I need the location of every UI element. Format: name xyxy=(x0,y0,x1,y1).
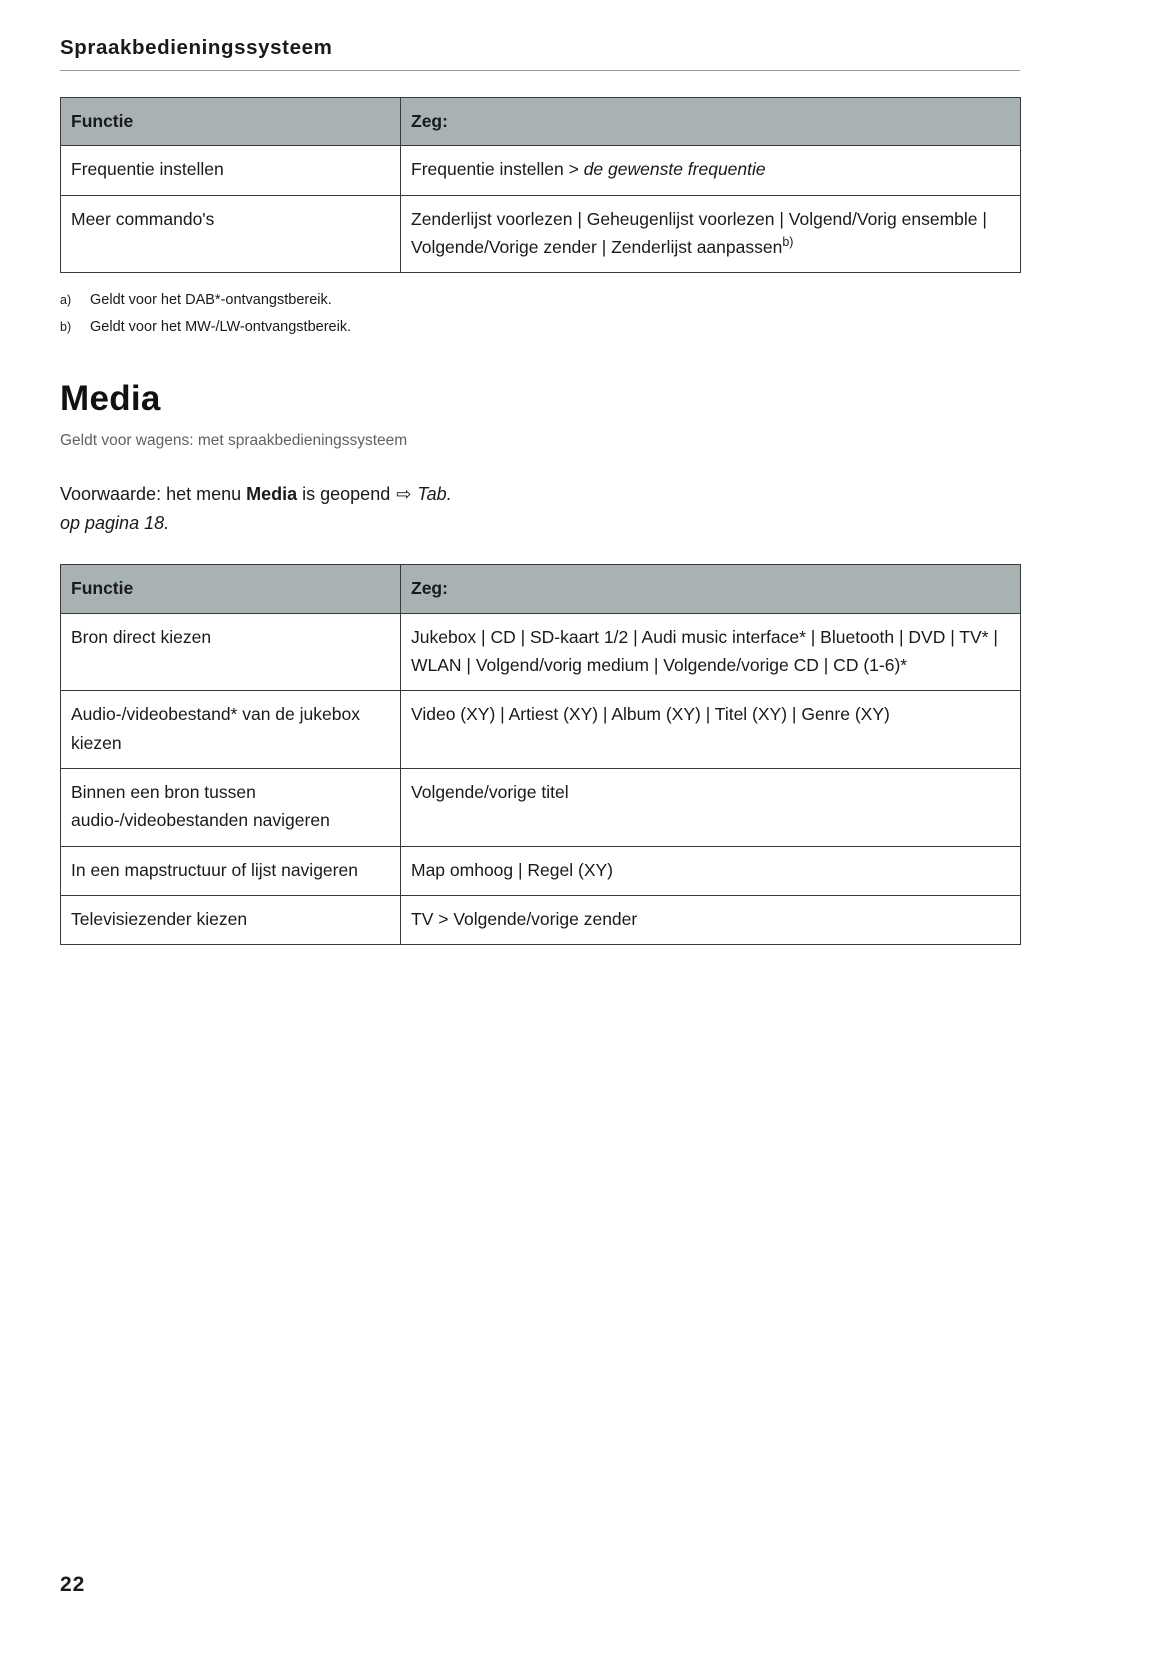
media-command-table xyxy=(60,564,1021,945)
say-source: TV xyxy=(411,909,434,930)
table-row xyxy=(61,769,1021,847)
table-row xyxy=(61,195,1021,273)
table-row xyxy=(61,846,1021,895)
table-row xyxy=(61,613,1021,691)
precondition-tail: is geopend xyxy=(297,483,396,504)
table-header-row xyxy=(61,98,1021,146)
section-title: Media xyxy=(60,379,161,418)
header-rule xyxy=(60,70,1020,71)
column-header-say: Zeg: xyxy=(401,565,1021,613)
say-separator: > xyxy=(563,159,584,180)
precondition-menu-name: Media xyxy=(246,483,298,504)
say-cell: Jukebox | CD | SD-kaart 1/2 | Audi music interface* | Bluetooth | DVD | TV* | WLAN | Volgend/vorig medium | Volgende/vorige CD | CD (1-6)* xyxy=(401,613,1021,691)
precondition-table-ref: Tab. xyxy=(417,483,452,504)
function-cell: Bron direct kiezen xyxy=(61,613,401,691)
footnote-mark: b) xyxy=(60,320,72,335)
precondition-lead: Voorwaarde: het menu xyxy=(60,483,247,504)
column-header-function: Functie xyxy=(61,98,401,146)
say-placeholder: de gewenste frequentie xyxy=(583,159,766,180)
running-header: Spraakbedieningssysteem xyxy=(60,36,333,59)
say-separator: > xyxy=(433,909,454,930)
say-cell xyxy=(401,146,1021,195)
column-header-say: Zeg: xyxy=(401,98,1021,146)
footnote-text: Geldt voor het MW-/LW-ontvangstbereik. xyxy=(90,319,352,336)
table-row xyxy=(61,896,1021,945)
column-header-function: Functie xyxy=(61,565,401,613)
function-cell: Televisiezender kiezen xyxy=(61,896,401,945)
radio-command-table xyxy=(60,97,1021,273)
say-cell xyxy=(401,896,1021,945)
say-command: Frequentie instellen xyxy=(411,159,564,180)
function-cell: Frequentie instellen xyxy=(61,146,401,195)
say-command: Zenderlijst voorlezen | Geheugenlijst voorlezen | Volgend/Vorig ensemble | Volgende/Vorige zender | Zenderlijst aanpassen xyxy=(411,208,987,258)
say-cell xyxy=(401,195,1021,273)
applies-to-note: Geldt voor wagens: met spraakbedieningssysteem xyxy=(60,432,408,450)
footnote-text: Geldt voor het DAB*-ontvangstbereik. xyxy=(90,292,332,309)
page-reference: op pagina 18. xyxy=(60,513,170,534)
footnote-list xyxy=(60,287,1045,341)
function-cell: Binnen een bron tussen audio-/videobestanden navigeren xyxy=(61,769,401,847)
function-cell: Audio-/videobestand* van de jukebox kiezen xyxy=(61,691,401,769)
table-row xyxy=(61,146,1021,195)
say-cell: Map omhoog | Regel (XY) xyxy=(401,846,1021,895)
page-number: 22 xyxy=(60,1573,86,1596)
footnote-item xyxy=(60,287,1045,314)
say-command: Volgende/vorige zender xyxy=(453,909,638,930)
say-cell: Video (XY) | Artiest (XY) | Album (XY) | Titel (XY) | Genre (XY) xyxy=(401,691,1021,769)
footnote-marker-b: b) xyxy=(782,235,794,250)
cross-reference-arrow-icon: ⇨ xyxy=(396,483,412,504)
footnote-item xyxy=(60,314,1045,341)
table-header-row xyxy=(61,565,1021,613)
function-cell: Meer commando's xyxy=(61,195,401,273)
footnote-mark: a) xyxy=(60,293,72,308)
function-cell: In een mapstructuur of lijst navigeren xyxy=(61,846,401,895)
say-cell: Volgende/vorige titel xyxy=(401,769,1021,847)
precondition-paragraph xyxy=(60,481,1045,509)
table-row xyxy=(61,691,1021,769)
